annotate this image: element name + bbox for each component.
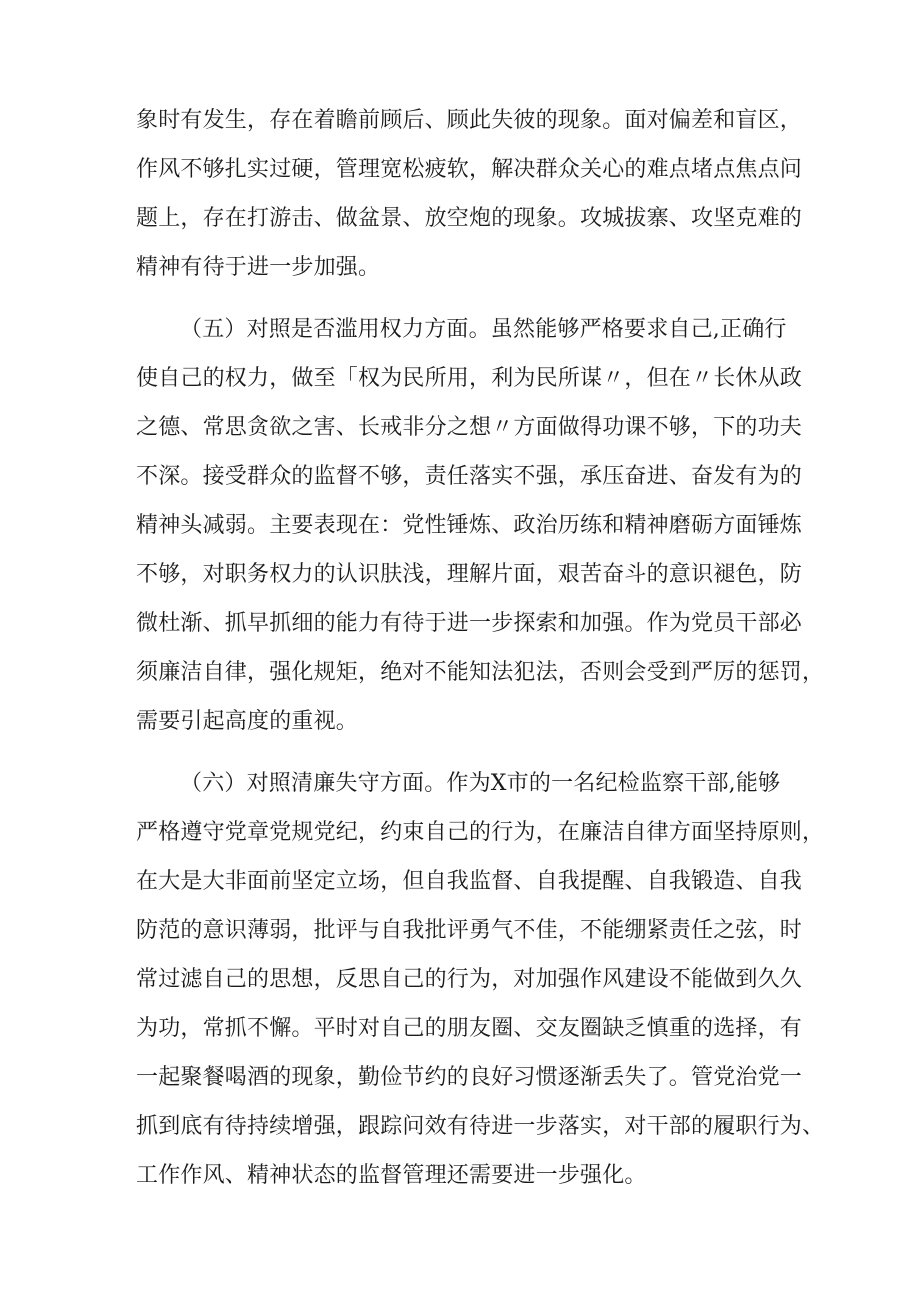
text-line: 工作作风、精神状态的监督管理还需要进一步强化。 xyxy=(136,1163,647,1188)
paragraph-continued xyxy=(136,96,803,292)
text-line: （六）对照清廉失守方面。作为X市的一名纪检监察干部,能够 xyxy=(180,771,781,796)
text-line: 不深。接受群众的监督不够，责任落实不强，承压奋进、奋发有为的 xyxy=(136,464,803,489)
text-line: 精神有待于进一步加强。 xyxy=(136,255,381,280)
text-line: 防范的意识薄弱，批评与自我批评勇气不佳，不能绷紧责任之弦，时 xyxy=(136,918,803,943)
paragraph-spacer xyxy=(136,746,788,759)
text-line: 在大是大非面前坚定立场，但自我监督、自我提醒、自我锻造、自我 xyxy=(136,869,803,894)
paragraph-six xyxy=(136,759,825,1200)
text-line: 为功，常抓不懈。平时对自己的朋友圈、交友圈缺乏慎重的选择，有 xyxy=(136,1016,803,1041)
text-line: 常过滤自己的思想，反思自己的行为，对加强作风建设不能做到久久 xyxy=(136,967,803,992)
text-line: 题上，存在打游击、做盆景、放空炮的现象。攻城拔寨、攻坚克难的 xyxy=(136,206,803,231)
text-line: 须廉洁自律，强化规矩，绝对不能知法犯法，否则会受到严厉的惩罚， xyxy=(136,660,825,685)
text-line: 作风不够扎实过硬，管理宽松疲软，解决群众关心的难点堵点焦点问 xyxy=(136,157,803,182)
text-line: （五）对照是否滥用权力方面。虽然能够严格要求自己,正确行 xyxy=(180,317,787,342)
text-line: 一起聚餐喝酒的现象，勤俭节约的良好习惯逐渐丢失了。管党治党一 xyxy=(136,1065,803,1090)
text-line: 精神头减弱。主要表现在：党性锤炼、政治历练和精神磨砺方面锤炼 xyxy=(136,513,803,538)
document-body xyxy=(136,96,825,1200)
text-line: 之德、常思贪欲之害、长戒非分之想〃方面做得功课不够，下的功夫 xyxy=(136,415,803,440)
text-line: 严格遵守党章党规党纪，约束自己的行为，在廉洁自律方面坚持原则， xyxy=(136,820,825,845)
paragraph-five xyxy=(136,305,825,746)
text-line: 象时有发生，存在着瞻前顾后、顾此失彼的现象。面对偏差和盲区， xyxy=(136,108,803,133)
paragraph-spacer xyxy=(136,292,788,305)
text-line: 使自己的权力，做至「权为民所用，利为民所谋〃，但在〃长休从政 xyxy=(136,366,803,391)
text-line: 不够，对职务权力的认识肤浅，理解片面，艰苦奋斗的意识褪色，防 xyxy=(136,562,803,587)
text-line: 抓到底有待持续增强，跟踪问效有待进一步落实，对干部的履职行为、 xyxy=(136,1114,825,1139)
text-line: 需要引起高度的重视。 xyxy=(136,709,359,734)
text-line: 微杜渐、抓早抓细的能力有待于进一步探索和加强。作为党员干部必 xyxy=(136,611,803,636)
